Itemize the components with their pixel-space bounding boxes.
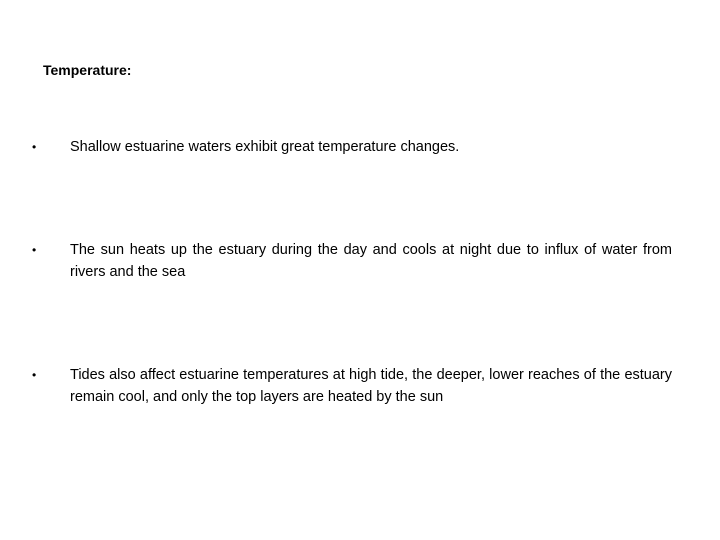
bullet-text: The sun heats up the estuary during the day and cools at night due to influx of water from rivers and the sea — [70, 242, 672, 280]
bullet-icon: • — [32, 140, 37, 154]
bullet-text: Tides also affect estuarine temperatures at high tide, the deeper, lower reaches of the estuary remain cool, and only the top layers are heated by the sun — [70, 367, 672, 405]
bullet-icon: • — [32, 243, 37, 257]
bullet-icon: • — [32, 368, 37, 382]
section-heading: Temperature: — [43, 62, 132, 78]
bullet-text: Shallow estuarine waters exhibit great temperature changes. — [70, 139, 460, 155]
